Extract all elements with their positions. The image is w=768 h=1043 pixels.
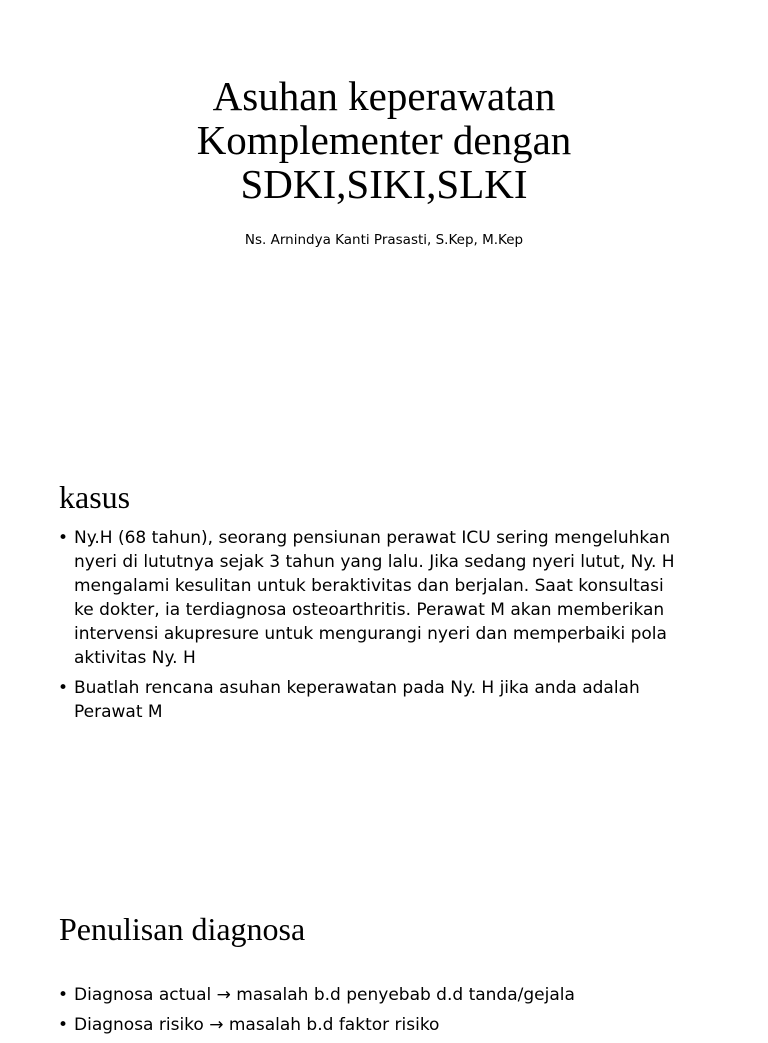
bullet-line: aktivitas Ny. H xyxy=(74,648,196,668)
bullet-item xyxy=(58,676,718,724)
bullet-dot: • xyxy=(58,1015,69,1035)
title-line-2: Komplementer dengan xyxy=(196,117,572,163)
bullet-line: mengalami kesulitan untuk beraktivitas dan berjalan. Saat konsultasi xyxy=(74,576,664,596)
bullet-item xyxy=(58,983,718,1007)
bullet-item xyxy=(58,1013,718,1037)
bullet-dot: • xyxy=(58,528,69,548)
bullet-line: Diagnosa risiko → masalah b.d faktor risiko xyxy=(74,1015,440,1035)
author-subtitle: Ns. Arnindya Kanti Prasasti, S.Kep, M.Kep xyxy=(244,232,524,248)
bullet-line: Ny.H (68 tahun), seorang pensiunan perawat ICU sering mengeluhkan xyxy=(74,528,671,548)
slide-penulisan-diagnosa xyxy=(0,864,768,1035)
title-line-3: SDKI,SIKI,SLKI xyxy=(240,161,528,207)
bullet-line: ke dokter, ia terdiagnosa osteoarthritis. Perawat M akan memberikan xyxy=(74,600,665,620)
bullet-dot: • xyxy=(58,678,69,698)
slide-kasus xyxy=(0,432,768,864)
title-line-1: Asuhan keperawatan xyxy=(212,73,556,119)
bullet-line: Perawat M xyxy=(74,702,163,722)
bullet-line: Buatlah rencana asuhan keperawatan pada Ny. H jika anda adalah xyxy=(74,678,640,698)
slide-title xyxy=(0,0,768,432)
bullet-item xyxy=(58,526,718,670)
slide-heading: kasus xyxy=(59,479,131,515)
bullet-list xyxy=(58,983,718,1043)
bullet-line: intervensi akupresure untuk mengurangi nyeri dan memperbaiki pola xyxy=(74,624,667,644)
bullet-list xyxy=(58,526,718,730)
bullet-line: Diagnosa actual → masalah b.d penyebab d.d tanda/gejala xyxy=(74,985,575,1005)
presentation-title xyxy=(0,74,768,206)
bullet-line: nyeri di lututnya sejak 3 tahun yang lalu. Jika sedang nyeri lutut, Ny. H xyxy=(74,552,675,572)
bullet-dot: • xyxy=(58,985,69,1005)
slide-heading: Penulisan diagnosa xyxy=(59,911,306,947)
